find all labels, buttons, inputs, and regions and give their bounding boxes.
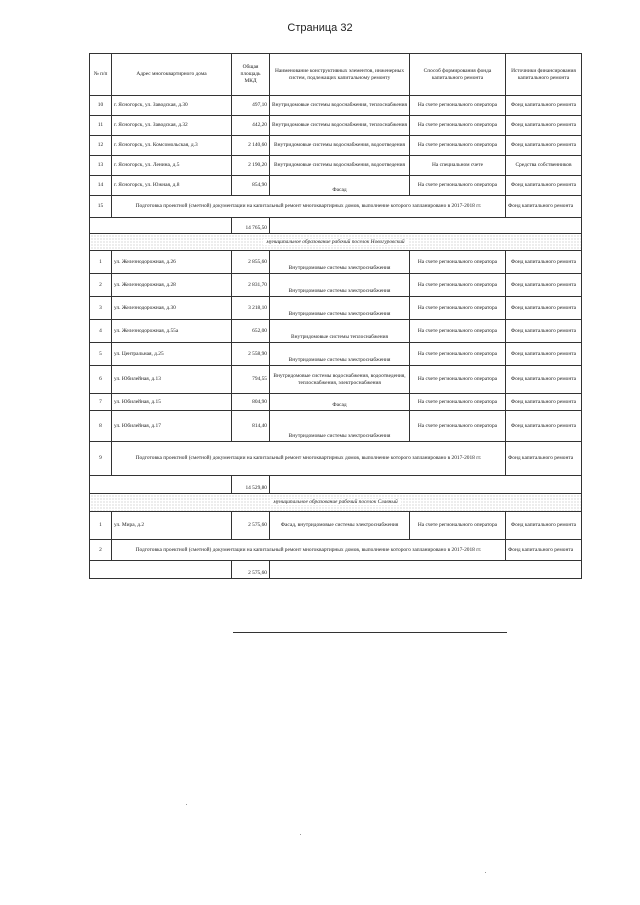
row-area: 442,20: [232, 116, 270, 136]
row-address: г. Ясногорск, ул. Заводская, д.32: [112, 116, 232, 136]
row-method: На счете регионального оператора: [410, 512, 506, 540]
row-method: На счете регионального оператора: [410, 320, 506, 343]
row-source: Фонд капитального ремонта: [506, 320, 582, 343]
design-text: Подготовка проектной (сметной) документации на капитальный ремонт многоквартирных домов, выполнение которого запланировано в 2017-2018 гг.: [112, 442, 506, 476]
row-num: 8: [90, 411, 112, 442]
row-method: На счете регионального оператора: [410, 343, 506, 366]
row-address: г. Ясногорск, ул. Ленина, д.5: [112, 156, 232, 176]
row-area: 794,55: [232, 366, 270, 394]
row-address: ул. Юбилейная, д.13: [112, 366, 232, 394]
row-method: На счете регионального оператора: [410, 411, 506, 442]
row-area: 652,00: [232, 320, 270, 343]
table-row: [90, 411, 582, 442]
row-address: ул. Центральная, д.25: [112, 343, 232, 366]
row-num: 2: [90, 274, 112, 297]
row-method: На счете регионального оператора: [410, 274, 506, 297]
row-elements: Внутридомовые системы электроснабжения: [270, 411, 410, 442]
row-area: 2 855,60: [232, 251, 270, 274]
row-method: На счете регионального оператора: [410, 116, 506, 136]
row-area: 814,40: [232, 411, 270, 442]
row-address: г. Ясногорск, ул. Комсомольская, д.3: [112, 136, 232, 156]
header-source: Источники финансирования капитального ремонта: [506, 54, 582, 96]
row-num: 7: [90, 394, 112, 411]
row-area: 2 831,70: [232, 274, 270, 297]
row-source: Фонд капитального ремонта: [506, 442, 582, 476]
row-source: Фонд капитального ремонта: [506, 343, 582, 366]
row-source: Фонд капитального ремонта: [506, 116, 582, 136]
row-num: 15: [90, 196, 112, 218]
row-address: г. Ясногорск, ул. Заводская, д.30: [112, 96, 232, 116]
total-row: [90, 476, 582, 494]
table-row: [90, 366, 582, 394]
row-elements: Внутридомовые системы водоснабжения, водоотведения: [270, 156, 410, 176]
repair-program-table: [89, 53, 582, 579]
group-total: 2 575,60: [232, 561, 270, 579]
row-source: Фонд капитального ремонта: [506, 540, 582, 561]
row-address: г. Ясногорск, ул. Южная, д.8: [112, 176, 232, 196]
row-source: Фонд капитального ремонта: [506, 297, 582, 320]
row-num: 1: [90, 512, 112, 540]
row-source: Фонд капитального ремонта: [506, 394, 582, 411]
row-num: 5: [90, 343, 112, 366]
row-address: ул. Железнодорожная, д.30: [112, 297, 232, 320]
header-address: Адрес многоквартирного дома: [112, 54, 232, 96]
table-row: [90, 512, 582, 540]
table-row: [90, 96, 582, 116]
table-row: [90, 251, 582, 274]
row-area: 854,90: [232, 176, 270, 196]
design-row: [90, 442, 582, 476]
row-elements: Внутридомовые системы водоснабжения, теплоснабжения: [270, 96, 410, 116]
total-row: [90, 561, 582, 579]
row-method: На счете регионального оператора: [410, 136, 506, 156]
row-elements: Внутридомовые системы водоснабжения, теплоснабжения: [270, 116, 410, 136]
scan-speck: [300, 834, 301, 835]
group-total: 14 529,80: [232, 476, 270, 494]
row-num: 13: [90, 156, 112, 176]
row-elements: Внутридомовые системы электроснабжения: [270, 297, 410, 320]
design-row: [90, 196, 582, 218]
row-num: 4: [90, 320, 112, 343]
row-address: ул. Железнодорожная, д.28: [112, 274, 232, 297]
design-row: [90, 540, 582, 561]
row-area: 804,90: [232, 394, 270, 411]
row-num: 11: [90, 116, 112, 136]
row-address: ул. Юбилейная, д.17: [112, 411, 232, 442]
row-elements: Внутридомовые системы водоснабжения, водоотведения, теплоснабжения, электроснабжения: [270, 366, 410, 394]
table-row: [90, 156, 582, 176]
section-title: муниципальное образование рабочий поселок Славный: [270, 499, 400, 505]
row-elements: Фасад: [270, 176, 410, 196]
row-method: На счете регионального оператора: [410, 297, 506, 320]
scan-speck: [186, 804, 187, 805]
table-row: [90, 320, 582, 343]
row-source: Фонд капитального ремонта: [506, 366, 582, 394]
row-method: На счете регионального оператора: [410, 96, 506, 116]
table-row: [90, 297, 582, 320]
total-row: [90, 218, 582, 234]
row-elements: Внутридомовые системы электроснабжения: [270, 274, 410, 297]
row-area: 2 190,20: [232, 156, 270, 176]
table-row: [90, 343, 582, 366]
row-elements: Фасад: [270, 394, 410, 411]
row-area: 2 558,90: [232, 343, 270, 366]
row-num: 1: [90, 251, 112, 274]
row-source: Фонд капитального ремонта: [506, 176, 582, 196]
section-row: [90, 494, 582, 512]
section-title: муниципальное образование рабочий поселок Новогуровский: [263, 239, 407, 245]
signature-line: [233, 632, 507, 633]
row-source: Фонд капитального ремонта: [506, 196, 582, 218]
row-area: 2 575,60: [232, 512, 270, 540]
row-method: На счете регионального оператора: [410, 366, 506, 394]
section-row: [90, 234, 582, 251]
row-elements: Внутридомовые системы электроснабжения: [270, 343, 410, 366]
row-num: 6: [90, 366, 112, 394]
row-area: 3 218,10: [232, 297, 270, 320]
row-num: 3: [90, 297, 112, 320]
design-text: Подготовка проектной (сметной) документации на капитальный ремонт многоквартирных домов, выполнение которого запланировано в 2017-2018 гг.: [112, 196, 506, 218]
header-elements: Наименование конструктивных элементов, инженерных систем, подлежащих капитальному ремонту: [270, 54, 410, 96]
page-header: Страница 32: [287, 22, 353, 34]
table-row: [90, 176, 582, 196]
header-num: № п/п: [90, 54, 112, 96]
row-num: 9: [90, 442, 112, 476]
scan-speck: [485, 872, 486, 873]
group-total: 14 765,50: [232, 218, 270, 234]
row-source: Средства собственников: [506, 156, 582, 176]
row-method: На счете регионального оператора: [410, 394, 506, 411]
row-address: ул. Железнодорожная, д.55а: [112, 320, 232, 343]
table-row: [90, 274, 582, 297]
row-num: 14: [90, 176, 112, 196]
row-source: Фонд капитального ремонта: [506, 512, 582, 540]
row-method: На счете регионального оператора: [410, 251, 506, 274]
row-source: Фонд капитального ремонта: [506, 411, 582, 442]
row-source: Фонд капитального ремонта: [506, 251, 582, 274]
row-num: 2: [90, 540, 112, 561]
row-address: ул. Юбилейная, д.15: [112, 394, 232, 411]
row-num: 12: [90, 136, 112, 156]
row-address: ул. Железнодорожная, д.26: [112, 251, 232, 274]
row-area: 2 140,60: [232, 136, 270, 156]
design-text: Подготовка проектной (сметной) документации на капитальный ремонт многоквартирных домов, выполнение которого запланировано в 2017-2018 гг.: [112, 540, 506, 561]
row-num: 10: [90, 96, 112, 116]
row-address: ул. Мира, д.2: [112, 512, 232, 540]
row-elements: Фасад, внутридомовые системы электроснабжения: [270, 512, 410, 540]
row-source: Фонд капитального ремонта: [506, 136, 582, 156]
row-source: Фонд капитального ремонта: [506, 96, 582, 116]
table-header-row: [90, 54, 582, 96]
row-elements: Внутридомовые системы водоснабжения, водоотведения: [270, 136, 410, 156]
row-method: На счете регионального оператора: [410, 176, 506, 196]
table-row: [90, 116, 582, 136]
row-elements: Внутридомовые системы электроснабжения: [270, 251, 410, 274]
row-area: 497,10: [232, 96, 270, 116]
header-method: Способ формирования фонда капитального ремонта: [410, 54, 506, 96]
row-method: На специальном счете: [410, 156, 506, 176]
header-area: Общая площадь МКД: [232, 54, 270, 96]
table-row: [90, 136, 582, 156]
row-source: Фонд капитального ремонта: [506, 274, 582, 297]
table-row: [90, 394, 582, 411]
row-elements: Внутридомовые системы теплоснабжения: [270, 320, 410, 343]
